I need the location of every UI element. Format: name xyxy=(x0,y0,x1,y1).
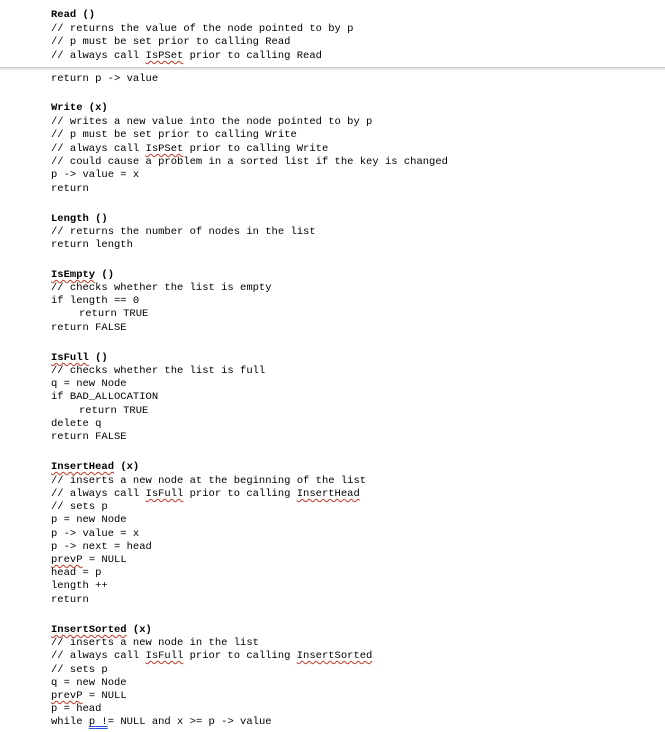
code-comment: // returns the value of the node pointed to by p xyxy=(51,23,354,35)
code-line: if BAD_ALLOCATION xyxy=(51,391,159,403)
code-comment: // returns the number of nodes in the list xyxy=(51,226,316,238)
inserthead-heading: InsertHead (x) xyxy=(51,461,140,473)
code-line: p -> value = x xyxy=(51,169,140,181)
code-comment: // always call IsPSet prior to calling Write xyxy=(51,143,329,155)
code-line: length ++ xyxy=(51,580,108,592)
code-comment: // writes a new value into the node pointed to by p xyxy=(51,116,373,128)
code-comment: // checks whether the list is empty xyxy=(51,282,272,294)
code-comment: // p must be set prior to calling Read xyxy=(51,36,291,48)
spelling-flag: IsFull xyxy=(51,352,89,364)
length-heading: Length () xyxy=(51,213,108,225)
code-comment: // inserts a new node in the list xyxy=(51,637,259,649)
spelling-flag: IsEmpty xyxy=(51,269,96,281)
code-line: return xyxy=(51,183,89,195)
spelling-flag: IsFull xyxy=(145,650,184,662)
code-comment: // checks whether the list is full xyxy=(51,365,266,377)
code-comment: // could cause a problem in a sorted list if the key is changed xyxy=(51,156,448,168)
isempty-heading: IsEmpty () xyxy=(51,269,115,281)
grammar-flag: p ! xyxy=(88,716,108,728)
code-line: prevP = NULL xyxy=(51,690,127,702)
spelling-flag: IsPSet xyxy=(145,143,184,155)
read-heading: Read () xyxy=(51,9,96,21)
code-comment: // inserts a new node at the beginning of the list xyxy=(51,475,367,487)
code-comment: // always call IsFull prior to calling InsertHead xyxy=(51,488,360,500)
code-line: return p -> value xyxy=(51,73,159,85)
spelling-flag: IsPSet xyxy=(145,50,184,62)
spelling-flag: InsertHead xyxy=(51,461,115,473)
code-line: prevP = NULL xyxy=(51,554,127,566)
code-comment: // always call IsPSet prior to calling Read xyxy=(51,50,322,62)
code-line: return TRUE xyxy=(79,405,149,417)
code-comment: // sets p xyxy=(51,501,108,513)
isfull-heading: IsFull () xyxy=(51,352,108,364)
code-line: return FALSE xyxy=(51,322,127,334)
code-line: p = new Node xyxy=(51,514,127,526)
insertsorted-heading: InsertSorted (x) xyxy=(51,624,152,636)
code-comment: // p must be set prior to calling Write xyxy=(51,129,297,141)
code-line: q = new Node xyxy=(51,677,127,689)
code-comment: // always call IsFull prior to calling InsertSorted xyxy=(51,650,373,662)
code-line: return FALSE xyxy=(51,431,127,443)
code-comment: // sets p xyxy=(51,664,108,676)
code-line: q = new Node xyxy=(51,378,127,390)
code-line: delete q xyxy=(51,418,102,430)
spelling-flag: IsFull xyxy=(145,488,184,500)
code-line: p -> next = head xyxy=(51,541,152,553)
code-line: p = head xyxy=(51,703,102,715)
write-heading: Write (x) xyxy=(51,102,108,114)
spelling-flag: InsertSorted xyxy=(296,650,373,662)
code-line: if length == 0 xyxy=(51,295,140,307)
spelling-flag: prevP xyxy=(51,690,83,702)
spelling-flag: InsertSorted xyxy=(51,624,127,636)
spelling-flag: InsertHead xyxy=(296,488,360,500)
page-break xyxy=(0,67,665,70)
code-line: return length xyxy=(51,239,133,251)
code-line: return TRUE xyxy=(79,308,149,320)
code-line: return xyxy=(51,594,89,606)
code-line: while p != NULL and x >= p -> value xyxy=(51,716,272,728)
code-line: head = p xyxy=(51,567,102,579)
code-line: p -> value = x xyxy=(51,528,140,540)
spelling-flag: prevP xyxy=(51,554,83,566)
